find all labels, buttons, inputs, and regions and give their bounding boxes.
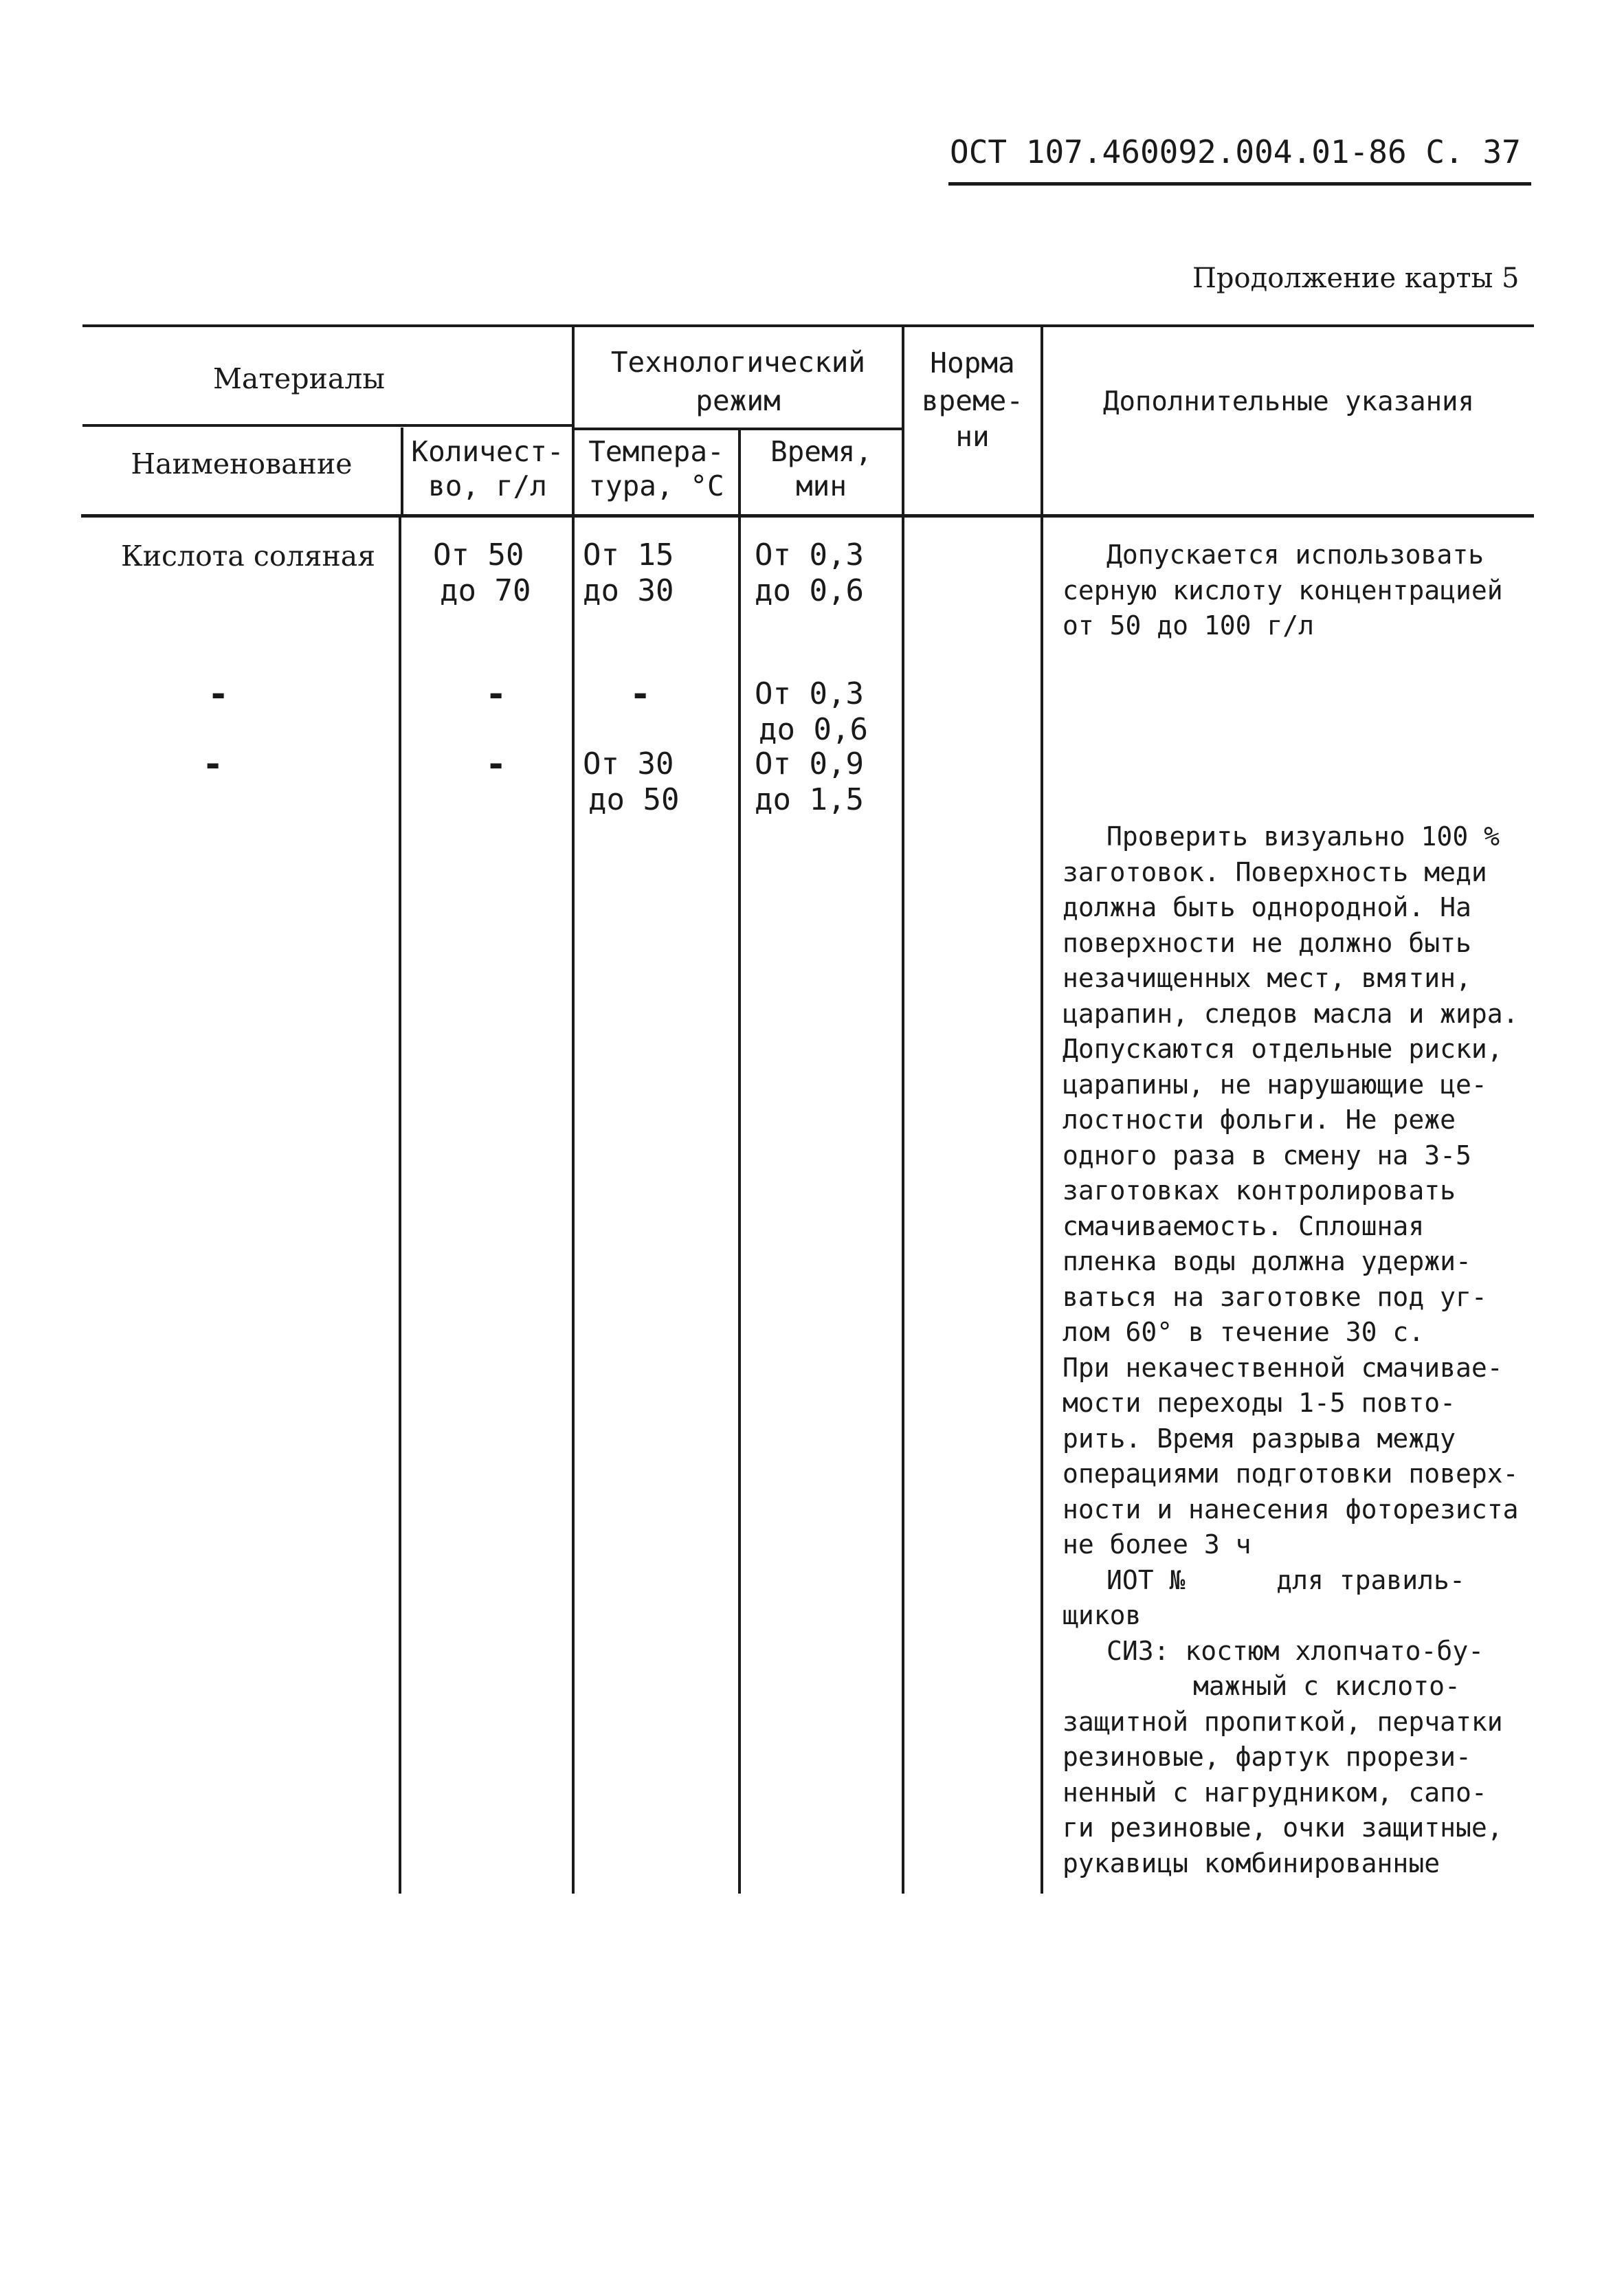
row1-qty-from: От 50 <box>433 537 524 573</box>
row3-qty-dash: - <box>485 744 507 785</box>
header-norm-line3: ни <box>955 420 990 453</box>
header-time-line2: мин <box>795 469 847 502</box>
header-extra-instructions: Дополнительные указания <box>1102 386 1475 417</box>
row1-temp-to: до 30 <box>583 573 674 608</box>
siz-line: резиновые, фартук прорези- <box>1063 1742 1471 1772</box>
header-quantity-line2: во, г/л <box>428 469 547 502</box>
inspection-note: Проверить визуально 100 % заготовок. Поверхность меди должна быть однородной. На поверхности не должно быть незачищенных мест, вмятин, царапин, следов масла и жира. Допускаются отдельные риски, царапины, не нарушающие це- лостности фольги. Не реже одного раза в смену на 3-5 заготовках контролировать смачиваемость. Сплошная пленка воды должна удержи- ваться на заготовке под уг- лом 60° в течение 30 с. При некачественной смачивае- мости переходы 1-5 повто- рить. Время разрыва между операциями подготовки поверх- ности и нанесения фоторезиста не более 3 ч ИОТ № для травиль- щиков СИЗ: костюм хлопчато-бу- мажный с кислото- защитной пропиткой, перчатки резиновые, фартук прорези- ненный с нагрудником, сапо- ги резиновые, очки защитные, рукавицы комбинированные <box>1063 819 1518 1881</box>
header-temperature-line2: тура, °С <box>588 469 724 502</box>
row1-time-to: до 0,6 <box>755 573 864 608</box>
row1-qty-to: до 70 <box>440 573 531 608</box>
siz-line: рукавицы комбинированные <box>1063 1848 1441 1878</box>
row2-qty-dash: - <box>485 674 507 715</box>
header-name: Наименование <box>131 447 353 480</box>
row2-time-to: до 0,6 <box>759 712 868 747</box>
row1-time-from: От 0,3 <box>755 537 864 573</box>
header-norm-line2: време- <box>921 384 1024 417</box>
row3-time-to: до 1,5 <box>755 782 864 817</box>
iot-suffix: для травиль- <box>1276 1564 1465 1595</box>
row3-name-dash: - <box>202 744 224 785</box>
row2-temp-dash: - <box>630 674 652 715</box>
header-underline <box>948 182 1531 186</box>
siz-line: СИЗ: костюм хлопчато-бу- <box>1106 1635 1484 1666</box>
header-temperature-line1: Темпера- <box>588 435 724 468</box>
document-reference: ОСТ 107.460092.004.01-86 С. 37 <box>950 133 1521 170</box>
header-quantity-line1: Количест- <box>411 435 564 468</box>
siz-line: защитной пропиткой, перчатки <box>1063 1706 1503 1737</box>
header-time-line1: Время, <box>770 435 873 468</box>
siz-line: ненный с нагрудником, сапо- <box>1063 1777 1487 1808</box>
header-tech-mode-line2: режим <box>696 384 781 417</box>
header-tech-mode-line1: Технологический <box>610 346 866 379</box>
row3-time-from: От 0,9 <box>755 746 864 781</box>
row1-name: Кислота соляная <box>121 540 376 573</box>
iot-label: ИОТ № <box>1106 1564 1186 1595</box>
row2-name-dash: - <box>208 674 230 715</box>
row1-temp-from: От 15 <box>583 537 674 573</box>
siz-line: мажный с кислото- <box>1193 1671 1460 1701</box>
header-norm-line1: Норма <box>930 346 1015 379</box>
iot-continuation: щиков <box>1063 1600 1142 1630</box>
siz-line: ги резиновые, очки защитные, <box>1063 1812 1503 1843</box>
continuation-label: Продолжение карты 5 <box>1192 263 1520 294</box>
row2-time-from: От 0,3 <box>755 676 864 711</box>
header-materials: Материалы <box>212 362 386 395</box>
row3-temp-from: От 30 <box>583 746 674 781</box>
row1-note: Допускается использовать серную кислоту концентрацией от 50 до 100 г/л <box>1063 540 1503 641</box>
row3-temp-to: до 50 <box>588 782 680 817</box>
